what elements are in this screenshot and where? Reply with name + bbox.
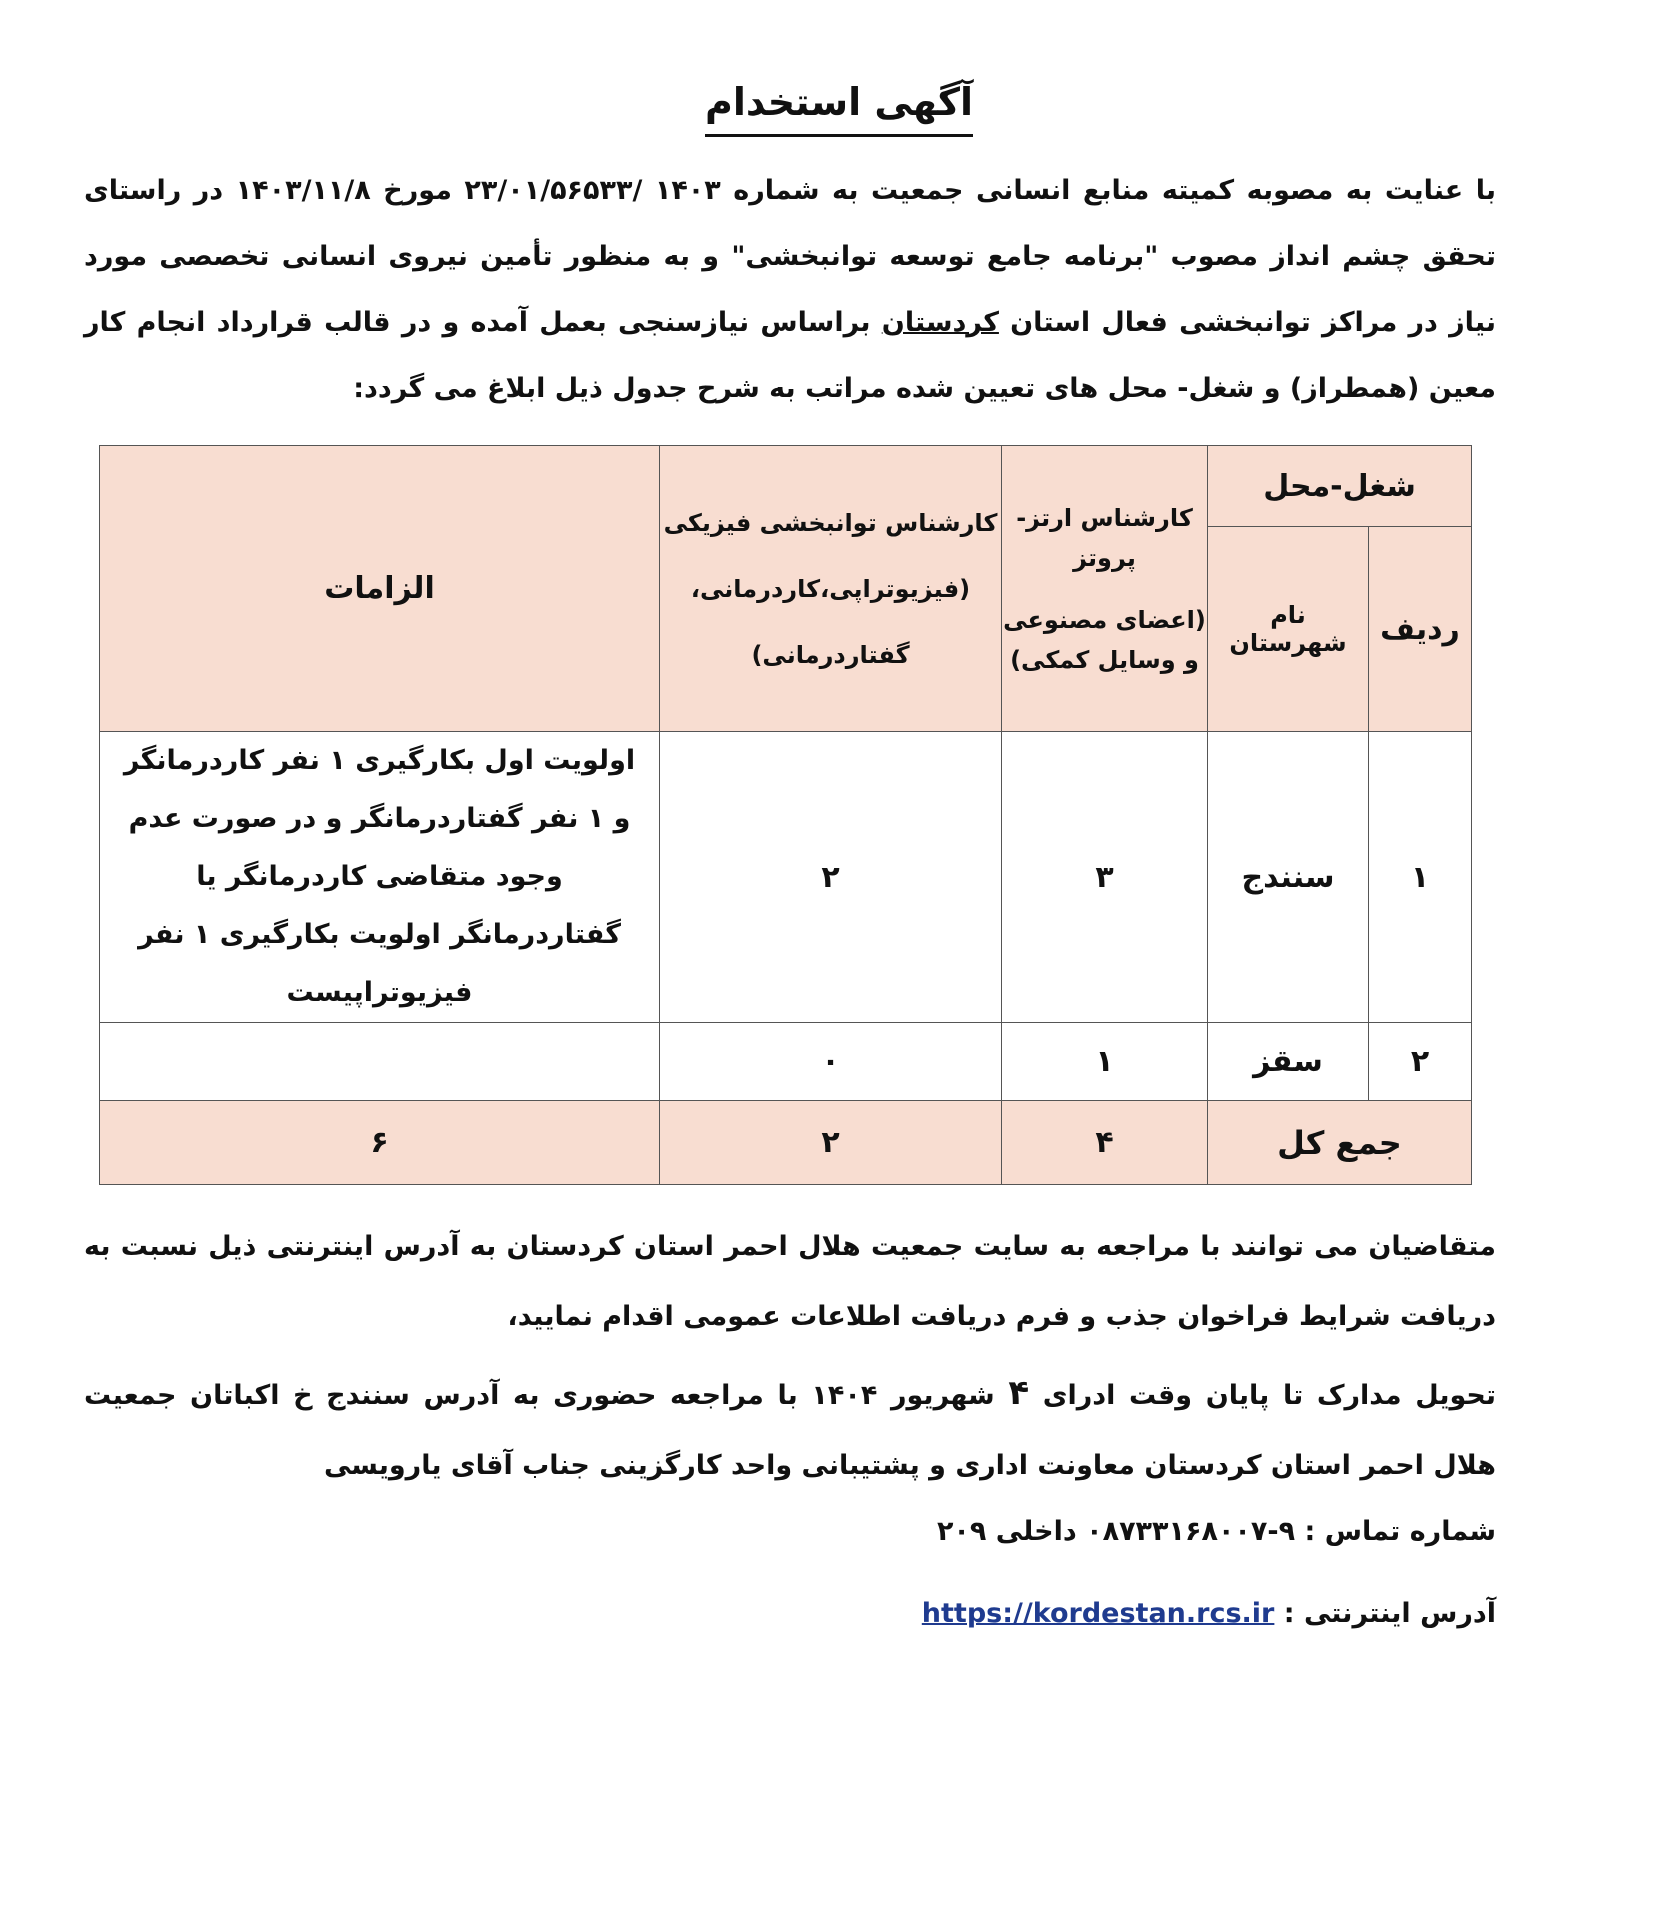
rehab-count: ۰ xyxy=(660,1023,1002,1101)
total-orthotics: ۴ xyxy=(1002,1101,1208,1185)
delivery-before: تحویل مدارک تا پایان وقت ادرای xyxy=(1029,1380,1496,1411)
contact-label: شماره تماس : xyxy=(1295,1516,1496,1547)
intro-province: کردستان xyxy=(881,307,999,338)
orthotics-count: ۱ xyxy=(1002,1023,1208,1101)
delivery-after: شهریور ۱۴۰۴ با مراجعه حضوری به آدرس سنندج خ اکباتان جمعیت هلال احمر استان کردستان معاونت اداری و پشتیبانی واحد کارگزینی جناب آقای یارویسی xyxy=(84,1380,1496,1481)
header-orthotics-line3: (اعضای مصنوعی xyxy=(1003,605,1206,634)
page-title xyxy=(0,80,1678,137)
header-rehab xyxy=(660,446,1002,732)
title-text: آگهی استخدام xyxy=(705,80,973,137)
header-orthotics-line1: کارشناس ارتز- xyxy=(1016,503,1193,532)
requirements-text xyxy=(100,1023,660,1101)
table-row xyxy=(100,1023,1472,1101)
header-rehab-line3: گفتاردرمانی) xyxy=(751,640,910,669)
header-orthotics-line2: پروتز xyxy=(1073,543,1136,572)
header-orthotics-line4: و وسایل کمکی) xyxy=(1010,645,1199,674)
total-grand: ۶ xyxy=(100,1101,660,1185)
orthotics-count: ۳ xyxy=(1002,732,1208,1023)
row-no: ۲ xyxy=(1369,1023,1472,1101)
table-header-row-1 xyxy=(100,446,1472,527)
contact-line xyxy=(84,1508,1496,1556)
total-rehab: ۲ xyxy=(660,1101,1002,1185)
website-link[interactable]: https://kordestan.rcs.ir xyxy=(921,1598,1275,1629)
header-rehab-line1: کارشناس توانبخشی فیزیکی xyxy=(663,508,998,537)
header-city: نام شهرستان xyxy=(1208,527,1369,732)
row-no: ۱ xyxy=(1369,732,1472,1023)
website-line xyxy=(84,1590,1496,1638)
contact-extension: داخلی ۲۰۹ xyxy=(936,1516,1087,1547)
positions-table xyxy=(99,445,1472,1185)
header-rehab-line2: (فیزیوتراپی،کاردرمانی، xyxy=(690,574,971,603)
contact-number: ۹-۰۸۷۳۳۱۶۸۰۰۷ xyxy=(1086,1516,1296,1547)
delivery-paragraph xyxy=(84,1358,1496,1501)
city-name: سنندج xyxy=(1208,732,1369,1023)
requirements-text: اولویت اول بکارگیری ۱ نفر کاردرمانگر و ۱ نفر گفتاردرمانگر و در صورت عدم وجود متقاضی کاردرمانگر یا گفتاردرمانگر اولویت بکارگیری ۱ نفر فیزیوتراپیست xyxy=(100,732,660,1023)
intro-paragraph xyxy=(84,158,1496,422)
header-requirements: الزامات xyxy=(100,446,660,732)
total-row xyxy=(100,1101,1472,1185)
intro-part1: با عنایت به مصوبه کمیته منابع انسانی جمعیت به شماره ۱۴۰۳ /۲۳/۰۱/۵۶۵۳۳ مورخ ۱۴۰۳/۱۱/۸ در راستای تحقق چشم انداز مصوب "برنامه جامع توسعه توانبخشی" و به منظور تأمین نیروی انسانی تخصصی مورد نیاز در مراکز توانبخشی فعال استان xyxy=(84,175,1496,338)
total-label: جمع کل xyxy=(1208,1101,1472,1185)
applicants-paragraph: متقاضیان می توانند با مراجعه به سایت جمعیت هلال احمر استان کردستان به آدرس اینترنتی ذیل نسبت به دریافت شرایط فراخوان جذب و فرم دریافت اطلاعات عمومی اقدام نمایید، xyxy=(84,1231,1496,1332)
delivery-day: ۴ xyxy=(1008,1373,1030,1413)
header-row-no: ردیف xyxy=(1369,527,1472,732)
header-job-location: شغل-محل xyxy=(1208,446,1472,527)
intro-part2: براساس نیازسنجی بعمل آمده و در قالب قرارداد انجام کار معین (همطراز) و شغل- محل های تعیین شده مراتب به شرح جدول ذیل ابلاغ می گردد: xyxy=(84,307,1496,404)
city-name: سقز xyxy=(1208,1023,1369,1101)
header-orthotics xyxy=(1002,446,1208,732)
rehab-count: ۲ xyxy=(660,732,1002,1023)
website-label: آدرس اینترنتی : xyxy=(1274,1598,1496,1629)
table-row xyxy=(100,732,1472,1023)
